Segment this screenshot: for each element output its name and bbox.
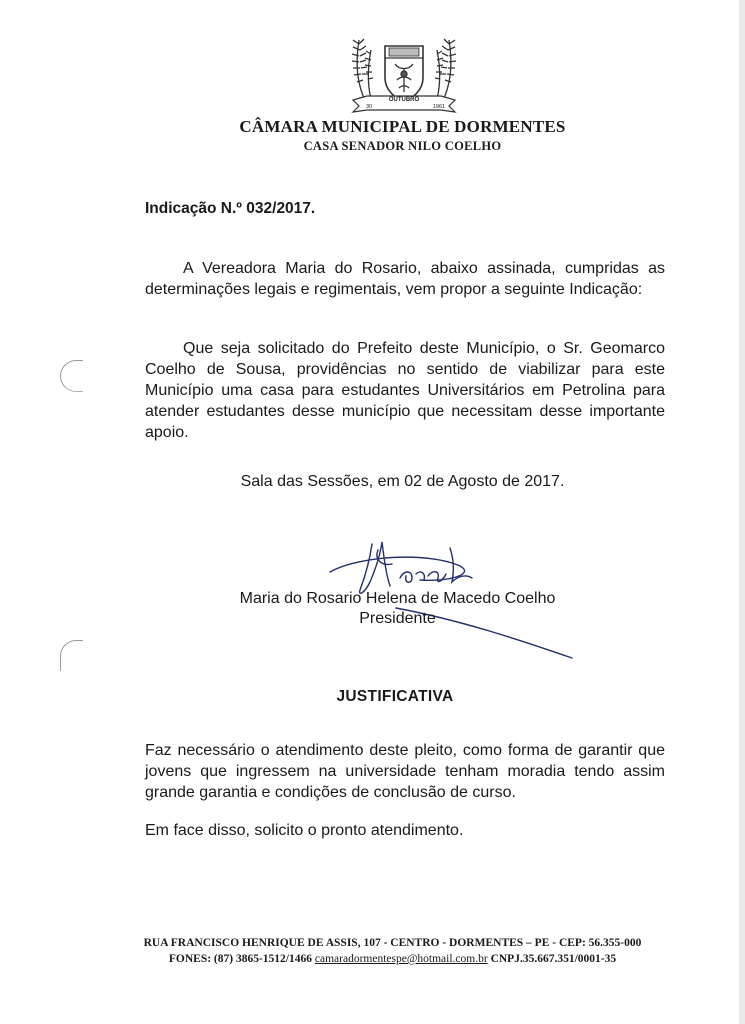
signer-title: Presidente xyxy=(359,610,436,627)
document-number: Indicação N.º 032/2017. xyxy=(145,200,316,217)
footer-cnpj: CNPJ.35.667.351/0001-35 xyxy=(490,953,617,965)
closing-paragraph: Em face disso, solicito o pronto atendimento. xyxy=(145,822,464,839)
crest-right-text: 1961 xyxy=(432,104,446,110)
punch-hole-mark-bottom xyxy=(60,640,83,671)
punch-hole-mark-top xyxy=(60,360,83,392)
intro-paragraph: A Vereadora Maria do Rosario, abaixo assinada, cumpridas as determinações legais e regimentais, vem propor a seguinte Indicação: xyxy=(145,260,665,298)
crest-ribbon-text: OUTUBRO xyxy=(388,97,420,103)
request-paragraph: Que seja solicitado do Prefeito deste Município, o Sr. Geomarco Coelho de Sousa, providências no sentido de viabilizar para este Município uma casa para estudantes Universitários em Petrolina para atender estudantes desse município que necessitam desse importante apoio. xyxy=(145,340,665,441)
footer-contacts xyxy=(0,953,745,965)
justification-heading: JUSTIFICATIVA xyxy=(336,688,454,705)
justification-paragraph: Faz necessário o atendimento deste pleito, como forma de garantir que jovens que ingressem na universidade tenham moradia tendo assim grande garantia e condições de conclusão de curso. xyxy=(145,742,665,801)
crest-left-text: 30 xyxy=(365,104,373,110)
footer-email-link[interactable]: camaradormentespe@hotmail.com.br xyxy=(314,953,488,965)
municipal-crest-icon xyxy=(345,30,463,116)
footer-phones: FONES: (87) 3865-1512/1466 xyxy=(168,953,312,965)
chamber-title: CÂMARA MUNICIPAL DE DORMENTES xyxy=(239,117,566,136)
signer-name: Maria do Rosario Helena de Macedo Coelho xyxy=(239,590,556,607)
footer-address: RUA FRANCISCO HENRIQUE DE ASSIS, 107 - CENTRO - DORMENTES – PE - CEP: 56.355-000 xyxy=(143,937,642,949)
session-date-line: Sala das Sessões, em 02 de Agosto de 2017. xyxy=(240,473,565,490)
chamber-subtitle: CASA SENADOR NILO COELHO xyxy=(303,139,502,153)
